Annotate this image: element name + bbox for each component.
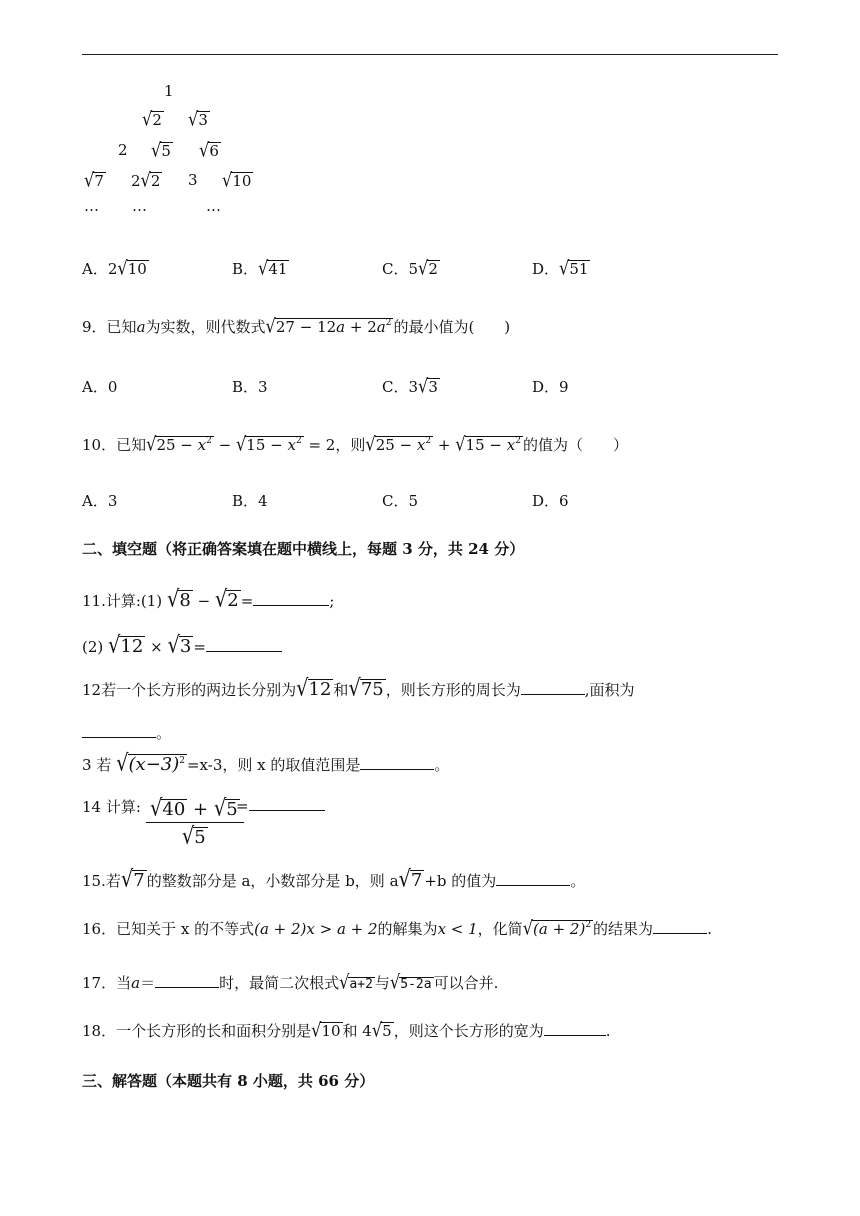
q8-option-a: A．2√10 <box>82 256 147 280</box>
triangle-dots: … <box>84 197 99 215</box>
triangle-cell: √10 <box>222 168 252 192</box>
answer-blank[interactable] <box>544 1021 606 1036</box>
answer-blank[interactable] <box>521 680 585 695</box>
triangle-dots: … <box>206 197 221 215</box>
q8-option-c: C．5√2 <box>382 256 438 280</box>
question-11-part-1: 11.计算:(1) √8 − √2 = ; <box>82 585 335 613</box>
question-10: 10．已知$√25 - x^2 - √15 - x^2 = 2$，则$√25 - x^2 + √15 - x^2$ 的值为（ ） <box>82 432 628 456</box>
triangle-cell: 1 <box>164 82 174 100</box>
answer-blank[interactable] <box>249 796 325 811</box>
section-3-heading: 三、解答题（本题共有 8 小题，共 66 分） <box>82 1072 375 1090</box>
triangle-cell: √7 <box>84 168 104 192</box>
q9-option-b: B．3 <box>232 378 268 396</box>
header-rule <box>82 54 778 55</box>
q8-option-b: B．√41 <box>232 256 288 280</box>
q9-option-c: C．3√3 <box>382 374 438 398</box>
q9-option-d: D．9 <box>532 378 569 396</box>
question-9: 9．已知a为实数，则代数式$√27 - 12a + 2a^2$ 的最小值为( ) <box>82 314 511 338</box>
answer-blank[interactable] <box>206 637 282 652</box>
question-15: 15.若√7 的整数部分是 a，小数部分是 b，则 a√7 +b 的值为 。 <box>82 865 586 893</box>
triangle-cell: √6 <box>199 138 219 162</box>
question-16: 16．已知关于 x 的不等式(a + 2)x > a + 2的解集为x < 1，化简$√(a + 2)^2$ 的结果为 . <box>82 916 712 940</box>
triangle-dots: … <box>132 197 147 215</box>
q8-option-d: D．√51 <box>532 256 589 280</box>
question-12: 12若一个长方形的两边长分别为√12 和√75 ，则长方形的周长为 ,面积为 <box>82 674 635 702</box>
answer-blank[interactable] <box>496 871 570 886</box>
q14-fraction: $\frac{√40 + √5}{√5}$ <box>146 797 244 848</box>
triangle-cell: √5 <box>151 138 171 162</box>
q9-option-a: A．0 <box>82 378 118 396</box>
question-14: 14 计算: <box>82 798 141 816</box>
question-11-part-2: (2) √12 × √3 = <box>82 634 282 657</box>
question-18: 18．一个长方形的长和面积分别是√10 和 4√5 ，则这个长方形的宽为 . <box>82 1018 611 1042</box>
question-17: 17．当a＝ 时，最简二次根式√a+2 与√5-2a 可以合并. <box>82 970 499 994</box>
q10-option-a: A．3 <box>82 492 118 510</box>
answer-blank[interactable] <box>360 755 434 770</box>
triangle-cell: 3 <box>188 171 198 189</box>
q10-option-d: D．6 <box>532 492 569 510</box>
triangle-cell: √3 <box>188 107 208 131</box>
question-13: 3 若 $√(x-3)^2 =x-3$，则 x 的取值范围是 。 <box>82 749 450 777</box>
section-2-heading: 二、填空题（将正确答案填在题中横线上，每题 3 分，共 24 分） <box>82 540 525 558</box>
question-12-cont: 。 <box>82 722 171 743</box>
answer-blank[interactable] <box>82 723 156 738</box>
q10-option-c: C．5 <box>382 492 419 510</box>
answer-blank[interactable] <box>253 591 329 606</box>
triangle-cell: 2√2 <box>131 168 161 192</box>
q14-answer: = <box>236 796 325 815</box>
q10-option-b: B．4 <box>232 492 268 510</box>
triangle-cell: √2 <box>142 107 162 131</box>
answer-blank[interactable] <box>653 919 707 934</box>
triangle-cell: 2 <box>118 141 128 159</box>
answer-blank[interactable] <box>155 973 219 988</box>
